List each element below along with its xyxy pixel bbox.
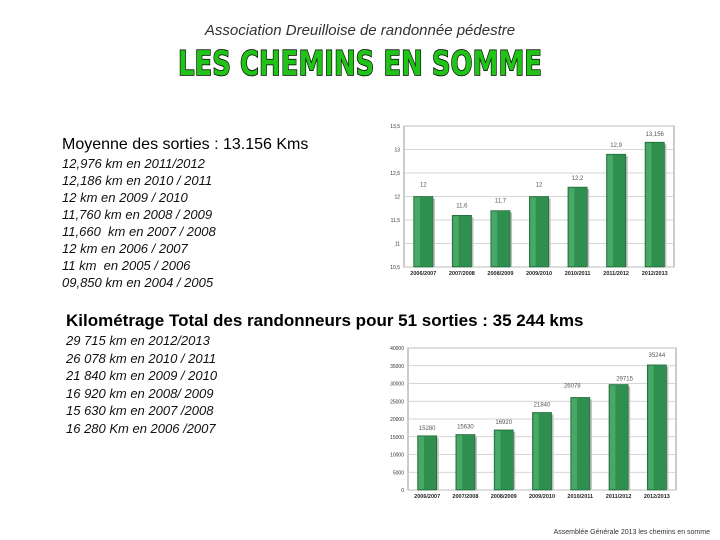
bar-value-label: 15630 xyxy=(457,424,474,431)
bar-highlight xyxy=(419,437,424,489)
bar-value-label: 15280 xyxy=(418,425,436,432)
y-tick-label: 15000 xyxy=(390,434,404,441)
bar-highlight xyxy=(646,143,651,266)
bar-value-label: 11,7 xyxy=(494,198,507,205)
y-tick-label: 35000 xyxy=(390,363,404,370)
list-item: 15 630 km en 2007 /2008 xyxy=(66,403,214,418)
list-item: 12 km en 2006 / 2007 xyxy=(62,241,188,256)
category-label: 2010/2011 xyxy=(567,494,594,500)
y-tick-label: 11 xyxy=(394,241,400,248)
y-tick-label: 13,5 xyxy=(390,124,400,130)
footer-text: Assemblée Générale 2013 les chemins en somme xyxy=(553,529,710,536)
category-label: 2010/2011 xyxy=(564,271,591,277)
main-title xyxy=(0,44,720,84)
y-tick-label: 20000 xyxy=(390,417,404,423)
bar-value-label: 35244 xyxy=(648,352,666,359)
category-label: 2011/2012 xyxy=(605,494,632,500)
y-tick-label: 12,5 xyxy=(390,171,400,177)
y-tick-label: 10,5 xyxy=(390,265,400,271)
list-item: 16 920 km en 2008/ 2009 xyxy=(66,385,214,401)
bar-value-label: 12 xyxy=(419,182,427,189)
bar-highlight xyxy=(453,216,458,266)
bar-highlight xyxy=(569,188,574,266)
category-label: 2009/2010 xyxy=(526,271,552,277)
list-item: 12,186 km en 2010 / 2011 xyxy=(62,173,213,188)
total-heading: Kilométrage Total des randonneurs pour 51 sorties : 35 244 kms xyxy=(66,311,584,330)
average-chart xyxy=(370,118,680,284)
total-chart xyxy=(370,338,682,504)
bar-value-label: 26078 xyxy=(563,383,581,390)
category-label: 2006/2007 xyxy=(414,494,441,500)
list-item: 11 km en 2005 / 2006 xyxy=(62,258,191,273)
bar-highlight xyxy=(608,155,613,266)
category-label: 2007/2008 xyxy=(448,271,475,277)
bar-highlight xyxy=(530,198,535,267)
total-list xyxy=(66,332,217,437)
list-item: 26 078 km en 2010 / 2011 xyxy=(66,350,217,366)
bar-value-label: 13,156 xyxy=(645,132,664,139)
category-label: 2012/2013 xyxy=(641,271,668,277)
bar-value-label: 16920 xyxy=(495,419,513,426)
list-item: 16 280 Km en 2006 /2007 xyxy=(66,420,216,436)
category-label: 2006/2007 xyxy=(410,271,437,277)
y-tick-label: 13 xyxy=(394,147,400,154)
y-tick-label: 0 xyxy=(401,488,404,494)
list-item: 11,660 km en 2007 / 2008 xyxy=(62,224,216,239)
y-tick-label: 12 xyxy=(394,194,400,201)
bar-highlight xyxy=(415,198,420,267)
bar-value-label: 21840 xyxy=(533,402,551,409)
bar-highlight xyxy=(572,398,577,489)
bar-highlight xyxy=(610,386,615,489)
category-label: 2008/2009 xyxy=(490,494,517,500)
y-tick-label: 10000 xyxy=(390,452,404,459)
bar-value-label: 12,2 xyxy=(571,176,584,183)
list-item: 12 km en 2009 / 2010 xyxy=(62,190,188,205)
y-tick-label: 25000 xyxy=(390,399,404,406)
average-heading: Moyenne des sorties : 13.156 Kms xyxy=(62,136,309,153)
bar-value-label: 11,6 xyxy=(456,203,468,210)
average-list xyxy=(62,155,216,291)
category-label: 2008/2009 xyxy=(487,271,514,277)
bar-value-label: 12,9 xyxy=(610,143,622,150)
bar-highlight xyxy=(648,366,653,489)
list-item: 21 840 km en 2009 / 2010 xyxy=(66,368,218,383)
category-label: 2011/2012 xyxy=(603,271,629,277)
bar-highlight xyxy=(495,431,500,489)
bar-highlight xyxy=(457,436,462,489)
list-item: 29 715 km en 2012/2013 xyxy=(66,333,210,348)
category-label: 2009/2010 xyxy=(529,494,555,500)
y-tick-label: 40000 xyxy=(390,346,404,352)
y-tick-label: 30000 xyxy=(390,381,404,388)
list-item: 12,976 km en 2011/2012 xyxy=(62,156,205,171)
y-tick-label: 5000 xyxy=(392,470,404,477)
bar-highlight xyxy=(492,212,497,266)
y-tick-label: 11,5 xyxy=(390,218,400,224)
list-item: 09,850 km en 2004 / 2005 xyxy=(62,275,214,290)
association-subtitle: Association Dreuilloise de randonnée pédestre xyxy=(204,22,516,39)
list-item: 11,760 km en 2008 / 2009 xyxy=(62,207,213,222)
category-label: 2007/2008 xyxy=(452,494,479,500)
category-label: 2012/2013 xyxy=(643,494,670,500)
bar-highlight xyxy=(533,413,538,489)
bar-value-label: 12 xyxy=(535,182,543,189)
bar-value-label: 29715 xyxy=(616,376,633,383)
main-title-text: LES CHEMINS EN SOMME xyxy=(178,44,542,84)
